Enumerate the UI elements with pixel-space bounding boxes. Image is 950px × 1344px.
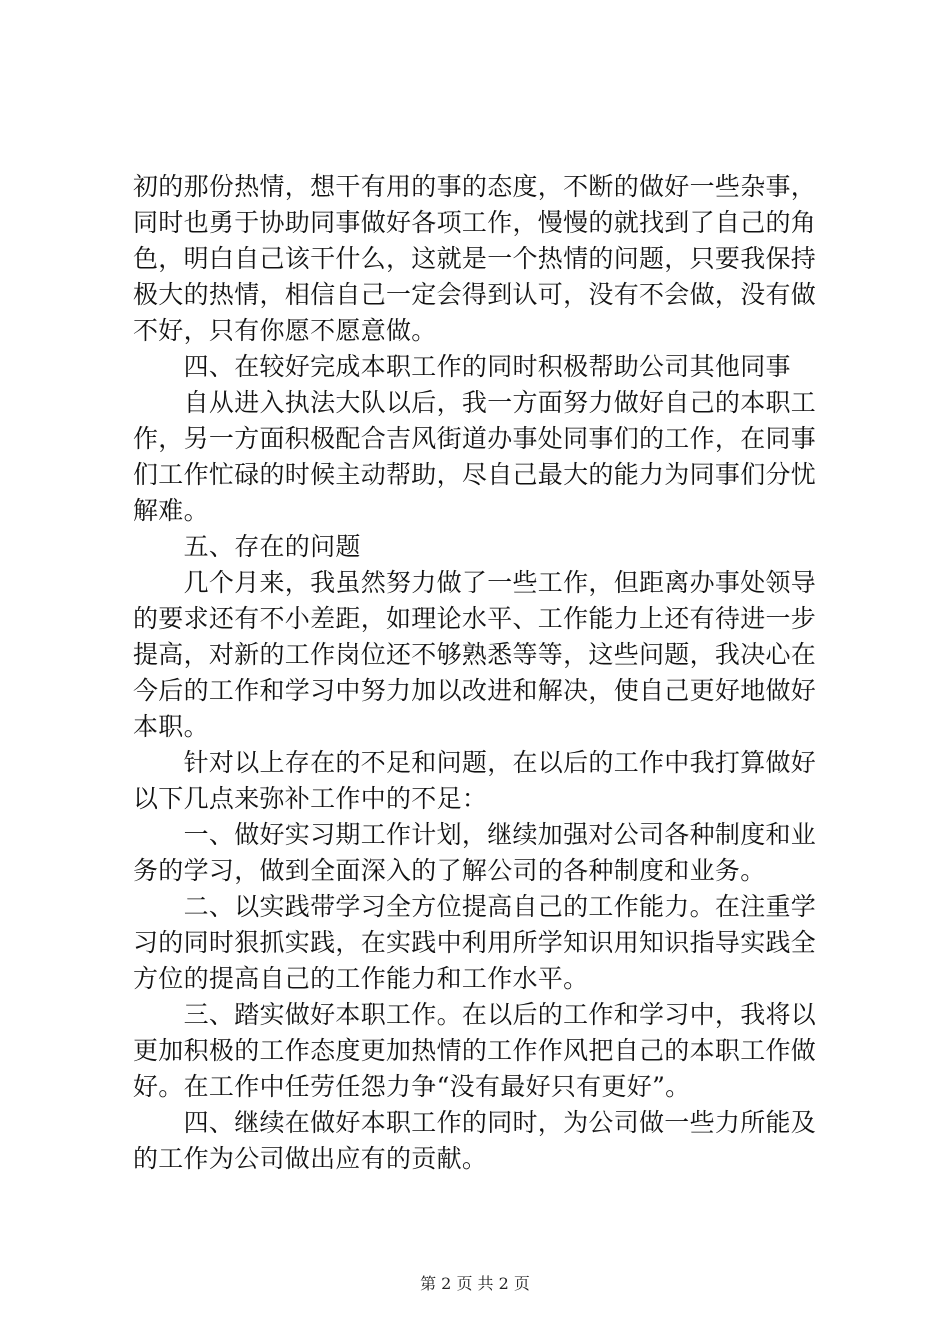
text-line: 的要求还有不小差距，如理论水平、工作能力上还有待进一步 bbox=[133, 604, 817, 633]
text-line: 今后的工作和学习中努力加以改进和解决，使自己更好地做好 bbox=[133, 676, 817, 705]
text-line: 以下几点来弥补工作中的不足： bbox=[133, 784, 488, 813]
page-number: 第 2 页 共 2 页 bbox=[420, 1274, 530, 1293]
text-line: 同时也勇于协助同事做好各项工作，慢慢的就找到了自己的角 bbox=[133, 208, 817, 237]
text-line: 三、踏实做好本职工作。在以后的工作和学习中，我将以 bbox=[133, 1000, 817, 1029]
text-line: 方位的提高自己的工作能力和工作水平。 bbox=[133, 964, 589, 993]
text-line: 自从进入执法大队以后，我一方面努力做好自己的本职工 bbox=[133, 388, 817, 417]
text-line: 不好，只有你愿不愿意做。 bbox=[133, 316, 437, 345]
text-line: 初的那份热情，想干有用的事的态度，不断的做好一些杂事， bbox=[133, 172, 817, 201]
text-line: 二、以实践带学习全方位提高自己的工作能力。在注重学 bbox=[133, 892, 817, 921]
text-line: 几个月来，我虽然努力做了一些工作，但距离办事处领导 bbox=[133, 568, 817, 597]
text-line: 四、继续在做好本职工作的同时，为公司做一些力所能及 bbox=[133, 1108, 817, 1137]
text-line: 解难。 bbox=[133, 496, 209, 525]
body-text bbox=[133, 169, 831, 1177]
text-line: 们工作忙碌的时候主动帮助，尽自己最大的能力为同事们分忧 bbox=[133, 460, 817, 489]
text-line: 务的学习，做到全面深入的了解公司的各种制度和业务。 bbox=[133, 856, 766, 885]
text-line: 习的同时狠抓实践，在实践中利用所学知识用知识指导实践全 bbox=[133, 928, 817, 957]
text-line: 色，明白自己该干什么，这就是一个热情的问题，只要我保持 bbox=[133, 244, 817, 273]
text-line: 好。在工作中任劳任怨力争“没有最好只有更好”。 bbox=[133, 1072, 691, 1101]
text-line: 本职。 bbox=[133, 712, 209, 741]
text-line: 提高，对新的工作岗位还不够熟悉等等，这些问题，我决心在 bbox=[133, 640, 817, 669]
text-line: 针对以上存在的不足和问题，在以后的工作中我打算做好 bbox=[133, 748, 817, 777]
page-footer bbox=[0, 1274, 950, 1294]
section-heading: 五、存在的问题 bbox=[133, 532, 361, 561]
text-line: 作，另一方面积极配合吉风街道办事处同事们的工作，在同事 bbox=[133, 424, 817, 453]
section-heading: 四、在较好完成本职工作的同时积极帮助公司其他同事 bbox=[133, 352, 791, 381]
text-line: 更加积极的工作态度更加热情的工作作风把自己的本职工作做 bbox=[133, 1036, 817, 1065]
text-line: 一、做好实习期工作计划，继续加强对公司各种制度和业 bbox=[133, 820, 817, 849]
text-line: 的工作为公司做出应有的贡献。 bbox=[133, 1144, 488, 1173]
text-line: 极大的热情，相信自己一定会得到认可，没有不会做，没有做 bbox=[133, 280, 817, 309]
